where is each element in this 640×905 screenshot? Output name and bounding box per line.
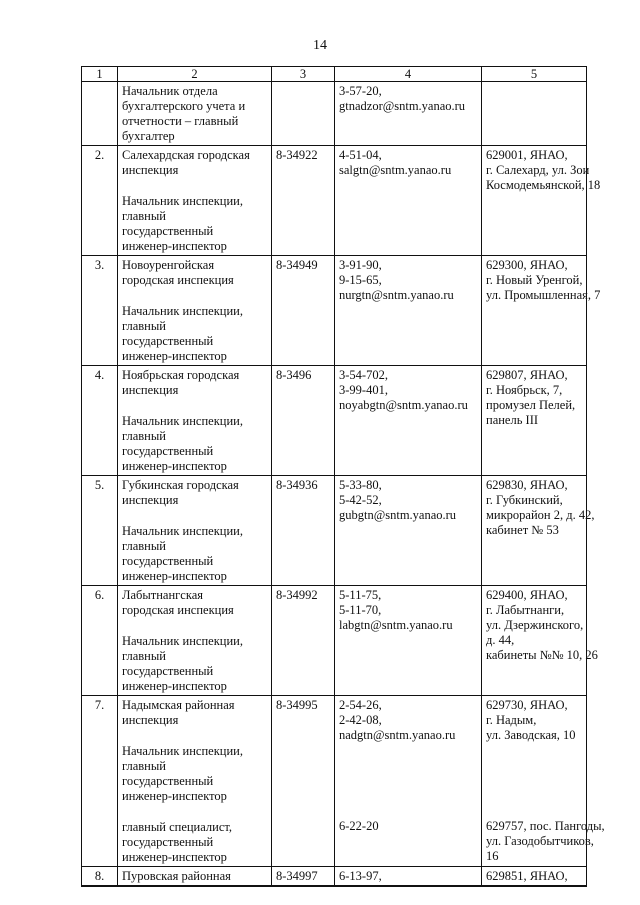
inspection-name: Надымская районная инспекция Начальник инспекции, главный государственный инженер-инспектор главный специалист, государственный инженер-инспектор [118,696,272,867]
address: 629400, ЯНАО, г. Лабытнанги, ул. Дзержинского, д. 44, кабинеты №№ 10, 26 [482,586,587,696]
phone-code: 8-34997 [272,867,335,887]
header-col-1: 1 [82,67,118,82]
header-row [82,67,587,82]
table-row [82,366,587,476]
row-number: 5. [82,476,118,586]
address: 629851, ЯНАО, [482,867,587,887]
phone-code: 8-3496 [272,366,335,476]
contacts: 3-54-702, 3-99-401, noyabgtn@sntm.yanao.ru [335,366,482,476]
contacts: 4-51-04, salgtn@sntm.yanao.ru [335,146,482,256]
continuation-row [82,82,587,146]
address: 629730, ЯНАО, г. Надым, ул. Заводская, 10 629757, пос. Пангоды, ул. Газодобытчиков, 16 [482,696,587,867]
table-row [82,256,587,366]
header-col-4: 4 [335,67,482,82]
row-number: 7. [82,696,118,867]
phone-code: 8-34995 [272,696,335,867]
inspection-name: Губкинская городская инспекция Начальник инспекции, главный государственный инженер-инспектор [118,476,272,586]
inspections-table [81,66,605,887]
phone-code: 8-34936 [272,476,335,586]
row-number: 6. [82,586,118,696]
continuation-name: Начальник отдела бухгалтерского учета и отчетности – главный бухгалтер [118,82,272,146]
table-row [82,146,587,256]
row-number: 4. [82,366,118,476]
address: 629807, ЯНАО, г. Ноябрьск, 7, промузел Пелей, панель III [482,366,587,476]
row-number: 8. [82,867,118,887]
header-col-3: 3 [272,67,335,82]
inspection-name: Салехардская городская инспекция Начальник инспекции, главный государственный инженер-инспектор [118,146,272,256]
phone-code: 8-34922 [272,146,335,256]
inspection-name: Ноябрьская городская инспекция Начальник инспекции, главный государственный инженер-инспектор [118,366,272,476]
header-col-5: 5 [482,67,587,82]
contacts: 5-11-75, 5-11-70, labgtn@sntm.yanao.ru [335,586,482,696]
inspection-name: Лабытнангская городская инспекция Начальник инспекции, главный государственный инженер-инспектор [118,586,272,696]
contacts: 3-91-90, 9-15-65, nurgtn@sntm.yanao.ru [335,256,482,366]
page-number: 14 [313,38,327,53]
contacts: 2-54-26, 2-42-08, nadgtn@sntm.yanao.ru 6-22-20 [335,696,482,867]
phone-code: 8-34949 [272,256,335,366]
inspection-name: Новоуренгойская городская инспекция Начальник инспекции, главный государственный инженер-инспектор [118,256,272,366]
row-number: 3. [82,256,118,366]
header-col-2: 2 [118,67,272,82]
table-row-last [82,867,587,887]
table-row [82,586,587,696]
address: 629830, ЯНАО, г. Губкинский, микрорайон 2, д. 42, кабинет № 53 [482,476,587,586]
table-row [82,696,587,867]
contacts: 6-13-97, [335,867,482,887]
address: 629001, ЯНАО, г. Салехард, ул. Зои Космодемьянской, 18 [482,146,587,256]
address: 629300, ЯНАО, г. Новый Уренгой, ул. Промышленная, 7 [482,256,587,366]
inspection-name: Пуровская районная [118,867,272,887]
row-number: 2. [82,146,118,256]
table-row [82,476,587,586]
contacts: 5-33-80, 5-42-52, gubgtn@sntm.yanao.ru [335,476,482,586]
continuation-contacts: 3-57-20, gtnadzor@sntm.yanao.ru [335,82,482,146]
phone-code: 8-34992 [272,586,335,696]
